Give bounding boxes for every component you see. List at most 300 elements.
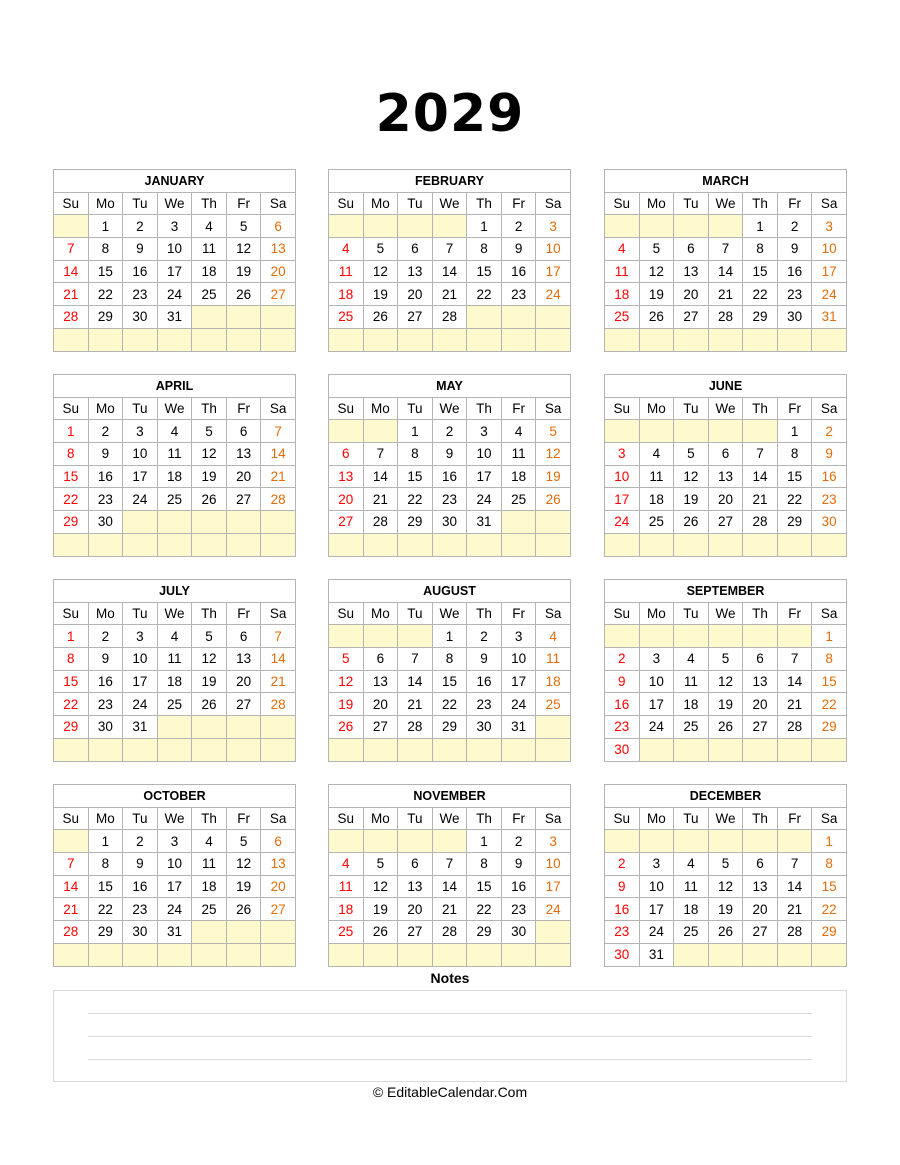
- weekday-header: Th: [192, 807, 227, 830]
- empty-cell: [536, 738, 571, 761]
- day-cell: 23: [777, 283, 812, 306]
- day-cell: 7: [708, 238, 743, 261]
- day-cell: 4: [157, 420, 192, 443]
- day-cell: 17: [123, 465, 158, 488]
- day-cell: 11: [192, 853, 227, 876]
- day-cell: 22: [54, 693, 89, 716]
- day-cell: 20: [674, 283, 709, 306]
- empty-cell: [743, 738, 778, 761]
- day-cell: 5: [192, 625, 227, 648]
- weekday-header: Fr: [777, 807, 812, 830]
- day-cell: 22: [467, 283, 502, 306]
- day-cell: 10: [123, 443, 158, 466]
- day-cell: 18: [157, 670, 192, 693]
- day-cell: 8: [743, 238, 778, 261]
- weekday-header: Th: [743, 397, 778, 420]
- day-cell: 15: [88, 875, 123, 898]
- day-cell: 26: [363, 921, 398, 944]
- month-name: DECEMBER: [605, 785, 847, 808]
- day-cell: 12: [363, 875, 398, 898]
- month-name: JANUARY: [54, 170, 296, 193]
- day-cell: 21: [743, 488, 778, 511]
- day-cell: 9: [432, 443, 467, 466]
- month-june: [604, 374, 847, 557]
- day-cell: 25: [192, 898, 227, 921]
- day-cell: 9: [501, 853, 536, 876]
- empty-cell: [363, 830, 398, 853]
- day-cell: 28: [432, 921, 467, 944]
- empty-cell: [812, 738, 847, 761]
- month-september: [604, 579, 847, 762]
- day-cell: 8: [54, 648, 89, 671]
- weekday-header: Mo: [88, 397, 123, 420]
- empty-cell: [192, 511, 227, 534]
- day-cell: 25: [192, 283, 227, 306]
- day-cell: 3: [467, 420, 502, 443]
- day-cell: 22: [812, 693, 847, 716]
- empty-cell: [329, 830, 364, 853]
- day-cell: 15: [54, 670, 89, 693]
- day-cell: 5: [708, 648, 743, 671]
- day-cell: 6: [261, 830, 296, 853]
- day-cell: 23: [123, 898, 158, 921]
- weekday-header: Th: [743, 807, 778, 830]
- weekday-header: We: [708, 807, 743, 830]
- day-cell: 1: [54, 625, 89, 648]
- weekday-header: Sa: [812, 807, 847, 830]
- weekday-header: Th: [192, 192, 227, 215]
- day-cell: 26: [192, 488, 227, 511]
- day-cell: 8: [467, 853, 502, 876]
- month-may: [328, 374, 571, 557]
- day-cell: 7: [432, 238, 467, 261]
- day-cell: 14: [398, 670, 433, 693]
- day-cell: 1: [432, 625, 467, 648]
- weekday-header: Th: [743, 602, 778, 625]
- day-cell: 6: [743, 648, 778, 671]
- day-cell: 10: [501, 648, 536, 671]
- day-cell: 28: [777, 921, 812, 944]
- empty-cell: [708, 533, 743, 556]
- day-cell: 19: [192, 465, 227, 488]
- day-cell: 29: [777, 511, 812, 534]
- empty-cell: [226, 738, 261, 761]
- day-cell: 17: [501, 670, 536, 693]
- day-cell: 30: [467, 716, 502, 739]
- day-cell: 17: [123, 670, 158, 693]
- weekday-header: Su: [329, 602, 364, 625]
- day-cell: 5: [226, 830, 261, 853]
- weekday-header: Sa: [261, 602, 296, 625]
- day-cell: 7: [777, 648, 812, 671]
- day-cell: 19: [226, 875, 261, 898]
- empty-cell: [501, 943, 536, 966]
- day-cell: 23: [501, 283, 536, 306]
- day-cell: 13: [363, 670, 398, 693]
- day-cell: 20: [743, 898, 778, 921]
- day-cell: 25: [501, 488, 536, 511]
- day-cell: 29: [398, 511, 433, 534]
- day-cell: 22: [432, 693, 467, 716]
- day-cell: 18: [329, 283, 364, 306]
- day-cell: 11: [329, 875, 364, 898]
- weekday-header: Mo: [639, 192, 674, 215]
- empty-cell: [363, 215, 398, 238]
- day-cell: 14: [54, 875, 89, 898]
- weekday-header: Mo: [363, 602, 398, 625]
- day-cell: 19: [226, 260, 261, 283]
- day-cell: 12: [536, 443, 571, 466]
- day-cell: 30: [777, 306, 812, 329]
- empty-cell: [501, 328, 536, 351]
- day-cell: 12: [226, 238, 261, 261]
- day-cell: 15: [398, 465, 433, 488]
- empty-cell: [777, 943, 812, 966]
- day-cell: 11: [157, 648, 192, 671]
- day-cell: 12: [674, 465, 709, 488]
- day-cell: 6: [398, 853, 433, 876]
- day-cell: 8: [398, 443, 433, 466]
- empty-cell: [226, 943, 261, 966]
- day-cell: 27: [674, 306, 709, 329]
- weekday-header: Th: [192, 397, 227, 420]
- day-cell: 20: [398, 898, 433, 921]
- month-february: [328, 169, 571, 352]
- empty-cell: [432, 738, 467, 761]
- day-cell: 3: [605, 443, 640, 466]
- day-cell: 13: [743, 670, 778, 693]
- day-cell: 30: [501, 921, 536, 944]
- day-cell: 16: [605, 693, 640, 716]
- month-november: [328, 784, 571, 967]
- day-cell: 18: [192, 875, 227, 898]
- empty-cell: [743, 328, 778, 351]
- empty-cell: [812, 533, 847, 556]
- day-cell: 2: [88, 420, 123, 443]
- day-cell: 1: [88, 215, 123, 238]
- day-cell: 2: [501, 830, 536, 853]
- weekday-header: Tu: [674, 397, 709, 420]
- day-cell: 28: [708, 306, 743, 329]
- empty-cell: [467, 328, 502, 351]
- day-cell: 23: [812, 488, 847, 511]
- weekday-header: We: [157, 192, 192, 215]
- day-cell: 1: [777, 420, 812, 443]
- weekday-header: We: [432, 602, 467, 625]
- empty-cell: [398, 328, 433, 351]
- weekday-header: We: [157, 602, 192, 625]
- day-cell: 30: [605, 943, 640, 966]
- day-cell: 17: [157, 875, 192, 898]
- empty-cell: [536, 511, 571, 534]
- weekday-header: We: [432, 192, 467, 215]
- empty-cell: [467, 533, 502, 556]
- empty-cell: [192, 306, 227, 329]
- day-cell: 9: [777, 238, 812, 261]
- weekday-header: Mo: [639, 602, 674, 625]
- day-cell: 16: [432, 465, 467, 488]
- day-cell: 4: [501, 420, 536, 443]
- day-cell: 18: [329, 898, 364, 921]
- day-cell: 7: [363, 443, 398, 466]
- weekday-header: Tu: [674, 192, 709, 215]
- day-cell: 18: [501, 465, 536, 488]
- empty-cell: [363, 420, 398, 443]
- day-cell: 28: [743, 511, 778, 534]
- day-cell: 26: [708, 921, 743, 944]
- empty-cell: [123, 943, 158, 966]
- day-cell: 4: [674, 853, 709, 876]
- day-cell: 7: [54, 238, 89, 261]
- empty-cell: [398, 738, 433, 761]
- day-cell: 16: [501, 260, 536, 283]
- month-name: APRIL: [54, 375, 296, 398]
- day-cell: 16: [88, 670, 123, 693]
- day-cell: 10: [605, 465, 640, 488]
- day-cell: 5: [226, 215, 261, 238]
- empty-cell: [88, 328, 123, 351]
- empty-cell: [398, 943, 433, 966]
- day-cell: 4: [192, 830, 227, 853]
- day-cell: 15: [467, 875, 502, 898]
- weekday-header: We: [432, 807, 467, 830]
- empty-cell: [605, 625, 640, 648]
- day-cell: 2: [501, 215, 536, 238]
- empty-cell: [123, 533, 158, 556]
- day-cell: 21: [363, 488, 398, 511]
- empty-cell: [743, 533, 778, 556]
- weekday-header: Su: [54, 807, 89, 830]
- weekday-header: Sa: [536, 192, 571, 215]
- empty-cell: [192, 738, 227, 761]
- day-cell: 28: [54, 306, 89, 329]
- empty-cell: [398, 625, 433, 648]
- weekday-header: Su: [329, 807, 364, 830]
- day-cell: 10: [536, 853, 571, 876]
- day-cell: 29: [743, 306, 778, 329]
- month-name: OCTOBER: [54, 785, 296, 808]
- empty-cell: [157, 328, 192, 351]
- day-cell: 9: [605, 670, 640, 693]
- weekday-header: Mo: [88, 192, 123, 215]
- day-cell: 31: [639, 943, 674, 966]
- empty-cell: [261, 716, 296, 739]
- day-cell: 7: [261, 420, 296, 443]
- empty-cell: [674, 830, 709, 853]
- day-cell: 16: [88, 465, 123, 488]
- day-cell: 17: [639, 693, 674, 716]
- empty-cell: [501, 511, 536, 534]
- day-cell: 24: [605, 511, 640, 534]
- day-cell: 21: [398, 693, 433, 716]
- day-cell: 9: [123, 238, 158, 261]
- day-cell: 3: [157, 215, 192, 238]
- empty-cell: [363, 328, 398, 351]
- empty-cell: [777, 738, 812, 761]
- day-cell: 27: [329, 511, 364, 534]
- empty-cell: [674, 420, 709, 443]
- day-cell: 16: [467, 670, 502, 693]
- empty-cell: [226, 716, 261, 739]
- day-cell: 19: [536, 465, 571, 488]
- empty-cell: [812, 328, 847, 351]
- day-cell: 16: [123, 875, 158, 898]
- empty-cell: [329, 328, 364, 351]
- day-cell: 14: [777, 670, 812, 693]
- day-cell: 24: [157, 283, 192, 306]
- empty-cell: [536, 921, 571, 944]
- day-cell: 25: [329, 306, 364, 329]
- day-cell: 22: [54, 488, 89, 511]
- weekday-header: Th: [467, 397, 502, 420]
- day-cell: 27: [226, 693, 261, 716]
- day-cell: 23: [123, 283, 158, 306]
- weekday-header: Mo: [363, 397, 398, 420]
- month-name: MAY: [329, 375, 571, 398]
- weekday-header: Su: [329, 397, 364, 420]
- day-cell: 12: [708, 670, 743, 693]
- day-cell: 5: [536, 420, 571, 443]
- weekday-header: Su: [54, 192, 89, 215]
- day-cell: 9: [501, 238, 536, 261]
- day-cell: 20: [261, 260, 296, 283]
- empty-cell: [363, 533, 398, 556]
- day-cell: 31: [501, 716, 536, 739]
- empty-cell: [605, 215, 640, 238]
- empty-cell: [605, 830, 640, 853]
- day-cell: 7: [261, 625, 296, 648]
- day-cell: 25: [674, 921, 709, 944]
- empty-cell: [812, 943, 847, 966]
- day-cell: 2: [605, 853, 640, 876]
- day-cell: 6: [329, 443, 364, 466]
- day-cell: 23: [467, 693, 502, 716]
- day-cell: 15: [777, 465, 812, 488]
- empty-cell: [363, 738, 398, 761]
- empty-cell: [501, 738, 536, 761]
- weekday-header: Tu: [123, 192, 158, 215]
- day-cell: 25: [674, 716, 709, 739]
- month-name: NOVEMBER: [329, 785, 571, 808]
- day-cell: 14: [261, 443, 296, 466]
- empty-cell: [639, 533, 674, 556]
- empty-cell: [192, 716, 227, 739]
- day-cell: 21: [432, 898, 467, 921]
- day-cell: 10: [157, 238, 192, 261]
- day-cell: 13: [398, 260, 433, 283]
- weekday-header: Tu: [674, 602, 709, 625]
- day-cell: 3: [123, 420, 158, 443]
- day-cell: 24: [536, 283, 571, 306]
- day-cell: 17: [536, 260, 571, 283]
- day-cell: 25: [329, 921, 364, 944]
- day-cell: 5: [639, 238, 674, 261]
- day-cell: 24: [123, 693, 158, 716]
- empty-cell: [157, 716, 192, 739]
- day-cell: 25: [639, 511, 674, 534]
- day-cell: 3: [536, 215, 571, 238]
- day-cell: 31: [157, 306, 192, 329]
- day-cell: 11: [329, 260, 364, 283]
- month-name: AUGUST: [329, 580, 571, 603]
- weekday-header: Sa: [536, 397, 571, 420]
- empty-cell: [226, 921, 261, 944]
- weekday-header: Fr: [777, 192, 812, 215]
- day-cell: 22: [398, 488, 433, 511]
- day-cell: 20: [708, 488, 743, 511]
- empty-cell: [363, 943, 398, 966]
- empty-cell: [777, 830, 812, 853]
- day-cell: 27: [398, 921, 433, 944]
- day-cell: 18: [192, 260, 227, 283]
- day-cell: 26: [226, 898, 261, 921]
- empty-cell: [432, 328, 467, 351]
- empty-cell: [329, 738, 364, 761]
- empty-cell: [639, 215, 674, 238]
- empty-cell: [432, 943, 467, 966]
- day-cell: 18: [157, 465, 192, 488]
- weekday-header: Su: [605, 807, 640, 830]
- empty-cell: [88, 738, 123, 761]
- weekday-header: Sa: [812, 602, 847, 625]
- day-cell: 23: [432, 488, 467, 511]
- empty-cell: [54, 738, 89, 761]
- empty-cell: [501, 306, 536, 329]
- empty-cell: [157, 738, 192, 761]
- empty-cell: [639, 328, 674, 351]
- notes-line: [88, 1059, 812, 1060]
- day-cell: 22: [812, 898, 847, 921]
- day-cell: 26: [329, 716, 364, 739]
- day-cell: 16: [501, 875, 536, 898]
- day-cell: 3: [501, 625, 536, 648]
- day-cell: 21: [432, 283, 467, 306]
- notes-line: [88, 1013, 812, 1014]
- empty-cell: [777, 533, 812, 556]
- day-cell: 30: [123, 921, 158, 944]
- empty-cell: [192, 533, 227, 556]
- day-cell: 2: [123, 830, 158, 853]
- month-december: [604, 784, 847, 967]
- day-cell: 12: [192, 443, 227, 466]
- day-cell: 27: [261, 898, 296, 921]
- day-cell: 5: [674, 443, 709, 466]
- day-cell: 17: [536, 875, 571, 898]
- day-cell: 14: [743, 465, 778, 488]
- day-cell: 10: [812, 238, 847, 261]
- day-cell: 17: [639, 898, 674, 921]
- day-cell: 29: [467, 921, 502, 944]
- empty-cell: [743, 625, 778, 648]
- empty-cell: [261, 738, 296, 761]
- empty-cell: [54, 533, 89, 556]
- day-cell: 13: [329, 465, 364, 488]
- day-cell: 21: [708, 283, 743, 306]
- day-cell: 10: [639, 875, 674, 898]
- notes-box[interactable]: [53, 990, 847, 1082]
- empty-cell: [674, 215, 709, 238]
- day-cell: 18: [605, 283, 640, 306]
- weekday-header: Sa: [536, 602, 571, 625]
- empty-cell: [54, 328, 89, 351]
- day-cell: 2: [777, 215, 812, 238]
- empty-cell: [605, 420, 640, 443]
- empty-cell: [467, 738, 502, 761]
- day-cell: 2: [88, 625, 123, 648]
- weekday-header: Th: [467, 192, 502, 215]
- day-cell: 7: [398, 648, 433, 671]
- month-name: SEPTEMBER: [605, 580, 847, 603]
